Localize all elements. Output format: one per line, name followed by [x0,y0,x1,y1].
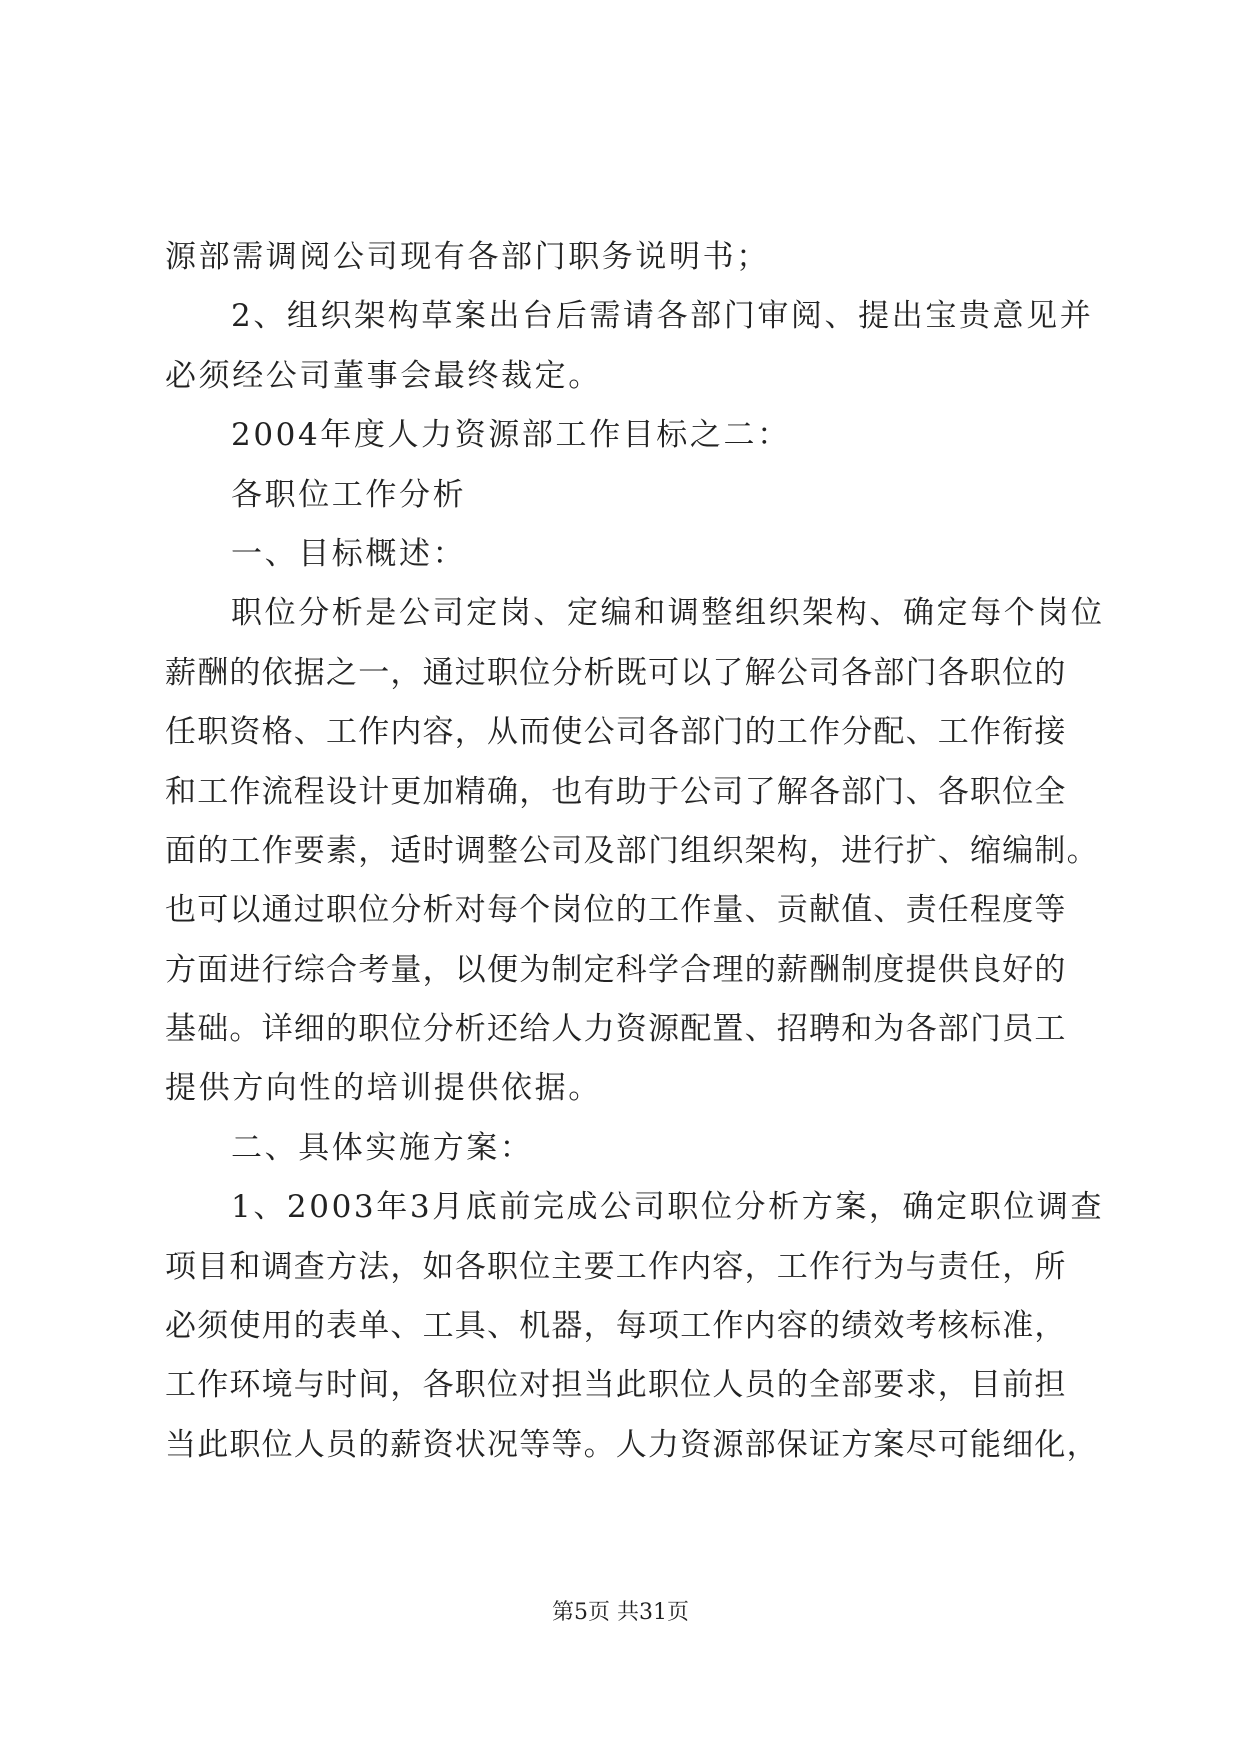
text-line: 也可以通过职位分析对每个岗位的工作量、贡献值、责任程度等 [165,892,1067,929]
section-heading: 一、目标概述： [231,535,467,572]
text-line: 1、2003年3月底前完成公司职位分析方案，确定职位调查 [231,1189,1105,1226]
text-line: 方面进行综合考量，以便为制定科学合理的薪酬制度提供良好的 [165,951,1067,988]
text-line: 和工作流程设计更加精确，也有助于公司了解各部门、各职位全 [165,773,1067,810]
text-line: 必须使用的表单、工具、机器，每项工作内容的绩效考核标准， [165,1308,1067,1345]
text-line: 源部需调阅公司现有各部门职务说明书； [165,239,770,275]
section-heading: 二、具体实施方案： [231,1129,534,1166]
text-line: 基础。详细的职位分析还给人力资源配置、招聘和为各部门员工 [165,1011,1067,1048]
text-line: 当此职位人员的薪资状况等等。人力资源部保证方案尽可能细化， [165,1426,1099,1463]
section-subtitle: 各职位工作分析 [231,476,467,513]
text-line: 面的工作要素，适时调整公司及部门组织架构，进行扩、缩编制。 [165,832,1099,869]
text-line: 提供方向性的培训提供依据。 [165,1070,602,1107]
section-heading: 2004年度人力资源部工作目标之二： [231,417,791,454]
document-body [165,228,1105,1475]
text-line: 必须经公司董事会最终裁定。 [165,357,602,394]
text-line: 任职资格、工作内容，从而使公司各部门的工作分配、工作衔接 [165,714,1067,751]
text-line: 工作环境与时间，各职位对担当此职位人员的全部要求，目前担 [165,1367,1067,1404]
text-line: 薪酬的依据之一，通过职位分析既可以了解公司各部门各职位的 [165,654,1067,691]
page-footer: 第5页 共31页 [552,1600,689,1625]
text-line: 项目和调查方法，如各职位主要工作内容，工作行为与责任，所 [165,1248,1067,1285]
text-line: 2、组织架构草案出台后需请各部门审阅、提出宝贵意见并 [231,298,1094,335]
text-line: 职位分析是公司定岗、定编和调整组织架构、确定每个岗位 [231,595,1105,632]
